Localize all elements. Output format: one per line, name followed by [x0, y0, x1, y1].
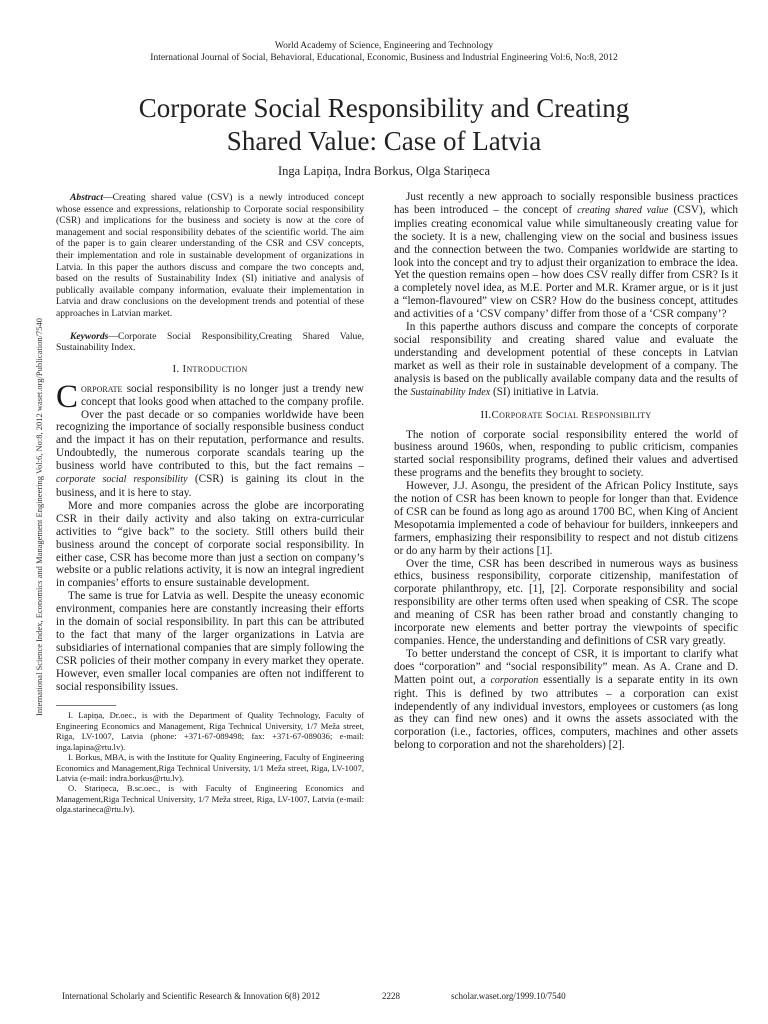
side-index-stamp: International Science Index, Economics and Management Engineering Vol:6, No:8, 2012 waset.org/Publication/7540: [34, 318, 44, 716]
footer-source: International Scholarly and Scientific Research & Innovation 6(8) 2012: [62, 991, 320, 1001]
title-line-2: Shared Value: Case of Latvia: [226, 126, 542, 156]
publisher-line: World Academy of Science, Engineering and Technology: [274, 41, 494, 51]
keywords: [56, 331, 364, 354]
lead-word: orporate: [81, 382, 123, 395]
section-heading-introduction: I. Introduction: [172, 362, 248, 375]
intro-p1-text-b: (CSR) is gaining its clout in the business, and it is here to stay.: [56, 473, 364, 499]
abstract: [56, 192, 364, 320]
right-column: [394, 191, 738, 752]
paper-title: [60, 92, 708, 158]
right-p1-emphasis: creating shared value: [577, 204, 669, 216]
intro-paragraph-1: [56, 378, 364, 500]
footnote-author-1: I. Lapiņa, Dr.oec., is with the Department of Quality Technology, Faculty of Engineering Economics and Management, Riga Technical University, 1/7 Meža street, Riga, LV-1007, Latvia (phone: +371-67-089498; fax: +371-67-089036; e-mail: inga.lapina@rtu.lv).: [56, 710, 364, 752]
right-paragraph-1: [394, 191, 738, 321]
right-p2-emphasis: Sustainability Index: [410, 386, 491, 398]
right-paragraph-3: The notion of corporate social responsibility entered the world of business around 1960s, when, responding to public criticism, companies started social responsibility programs, defined their values and advertised these programs and the benefits they brought to society.: [394, 428, 738, 480]
abstract-text: —Creating shared value (CSV) is a newly introduced concept whose essence and expressions, relationship to Corporate social responsibility (CSR) and implications for the business and society is now at the core of management and social responsibility debates of the scientific world. The aim of the paper is to gain clearer understanding of the CSR and CSV concepts, their implementation and role in sustainable development of organizations in Latvia. In this paper the authors discuss and compare the two concepts and, based on the results of Sustainability Index (SI) initiative and analysis of publically available company information, evaluate their implementation in Latvia and draw conclusions on the development trends and potential of these approaches in Latvian market.: [56, 192, 364, 319]
drop-cap: C: [56, 378, 79, 415]
right-paragraph-2: [394, 321, 738, 399]
footnote-divider: [56, 705, 116, 706]
title-line-1: Corporate Social Responsibility and Creating: [138, 93, 630, 123]
intro-p1-emphasis: corporate social responsibility: [56, 474, 188, 486]
right-p2-text-a: In this paperthe authors discuss and compare the concepts of corporate social responsibility and creating shared value and evaluate the understanding and development potential of these concepts in Latvian market as well as their role in sustainable development of a company. The analysis is based on the publically available company data and the results of the: [394, 321, 738, 398]
right-p1-text-b: (CSV), which implies creating economical value while simultaneously creating value for the society. It is a new, challenging view on the social and business issues and the connection between the two. Companies worldwide are starting to look into the concept and try to adjust their organization to embrace the idea. Yet the question remains open – how does CSV really differ from CSR? Is it a completely novel idea, as M.E. Porter and M.R. Kramer argue, or is it just a “lemon-flavoured” view on CSR? How do the business concept, attitudes and activities of a ‘CSV company’ differ from those of a ‘CSR company’?: [394, 203, 739, 321]
running-header: [0, 40, 768, 64]
left-column: [56, 192, 364, 815]
intro-paragraph-3: The same is true for Latvia as well. Despite the uneasy economic environment, companies here are constantly increasing their efforts in the domain of social responsibility. In part this can be attributed to the fact that many of the larger organizations in Latvia are subsidiaries of international companies that are simply following the CSR policies of their mother company in every market they operate. However, even smaller local companies are often not indifferent to social responsibility issues.: [56, 590, 364, 693]
right-p1-text-a: Just recently a new approach to socially responsible business practices has been introduced – the concept of: [394, 191, 738, 216]
right-p6-emphasis: corporation: [490, 674, 539, 686]
author-list: Inga Lapiņa, Indra Borkus, Olga Stariņeca: [277, 164, 491, 178]
journal-line: International Journal of Social, Behavioral, Educational, Economic, Business and Industrial Engineering Vol:6, No:8, 2012: [150, 53, 618, 63]
section-heading-csr: II.Corporate Social Responsibility: [480, 408, 652, 421]
footnote-author-2: I. Borkus, MBA, is with the Institute for Quality Engineering, Faculty of Engineering Economics and Management,Riga Technical University, 1/1 Meža street, Riga, LV-1007, Latvia (e-mail: indra.borkus@rtu.lv).: [56, 752, 364, 783]
footer-doi: scholar.waset.org/1999.10/7540: [451, 991, 566, 1001]
keywords-label: Keywords: [70, 330, 109, 342]
footnote-author-3: O. Stariņeca, B.sc.oec., is with Faculty of Engineering Economics and Management,Riga Technical University, 1/7 Meža street, Riga, LV-1007, Latvia (e-mail: olga.starineca@rtu.lv).: [56, 783, 364, 815]
right-p6-text-b: essentially is a separate entity in its own right. This is defined by two attributes – a corporation can exist independently of any individual investors, employees or customers (as long as they can find new ones) and it owns the assets associated with the corporation (i.e., factories, offices, computers, machines and other assets belong to corporation and not the shareholders) [2].: [394, 673, 738, 752]
right-paragraph-4: However, J.J. Asongu, the president of the African Policy Institute, says the notion of CSR has been known to people for longer than that. Evidence of CSR can be found as long ago as around 1700 BC, when King of Ancient Mesopotamia implemented a code of behaviour for builders, innkeepers and farmers, emphasizing their responsibility to respect and not distub citizens or do any harm by their actions [1].: [394, 480, 738, 557]
intro-p1-text-a: social responsibility is no longer just a trendy new concept that looks good when attached to the company profile. Over the past decade or so companies worldwide have been recognizing the importance of socially responsible business conduct and the impact it has on their reputation, performance and results. Undoubtedly, the numerous corporate scandals tearing up the business world have contributed to this, but the fact remains –: [56, 382, 364, 473]
page-number: 2228: [382, 991, 400, 1001]
right-p6-text-a: To better understand the concept of CSR, it is important to clarify what does “corporation” and “social responsibility” mean. As A. Crane and D. Matten point out, a: [394, 647, 738, 686]
right-paragraph-5: Over the time, CSR has been described in numerous ways as business ethics, business responsibility, corporate citizenship, manifestation of corporate philanthropy, etc. [1], [2]. Corporate responsibility and social responsibility are other terms often used when speaking of CSR. The scope and meaning of CSR has been rather broad and constantly changing to incorporate new elements and better portray the viewpoints of specific companies. Hence, the understanding and definitions of CSR vary greatly.: [394, 557, 738, 647]
right-p2-text-b: (SI) initiative in Latvia.: [490, 385, 599, 398]
keywords-text: —Corporate Social Responsibility,Creating Shared Value, Sustainability Index.: [56, 330, 364, 354]
intro-paragraph-2: More and more companies across the globe are incorporating CSR in their daily activity and also taking on extra-curricular activities to “give back” to the society. Still others build their business around the concept of corporate social responsibility. In either case, CSR has become more than just a section on company’s website or a public relations activity, it is now an integral ingredient in companies’ efforts to ensure sustainable development.: [56, 499, 364, 590]
abstract-label: Abstract: [70, 192, 104, 203]
right-paragraph-6: [394, 648, 738, 752]
